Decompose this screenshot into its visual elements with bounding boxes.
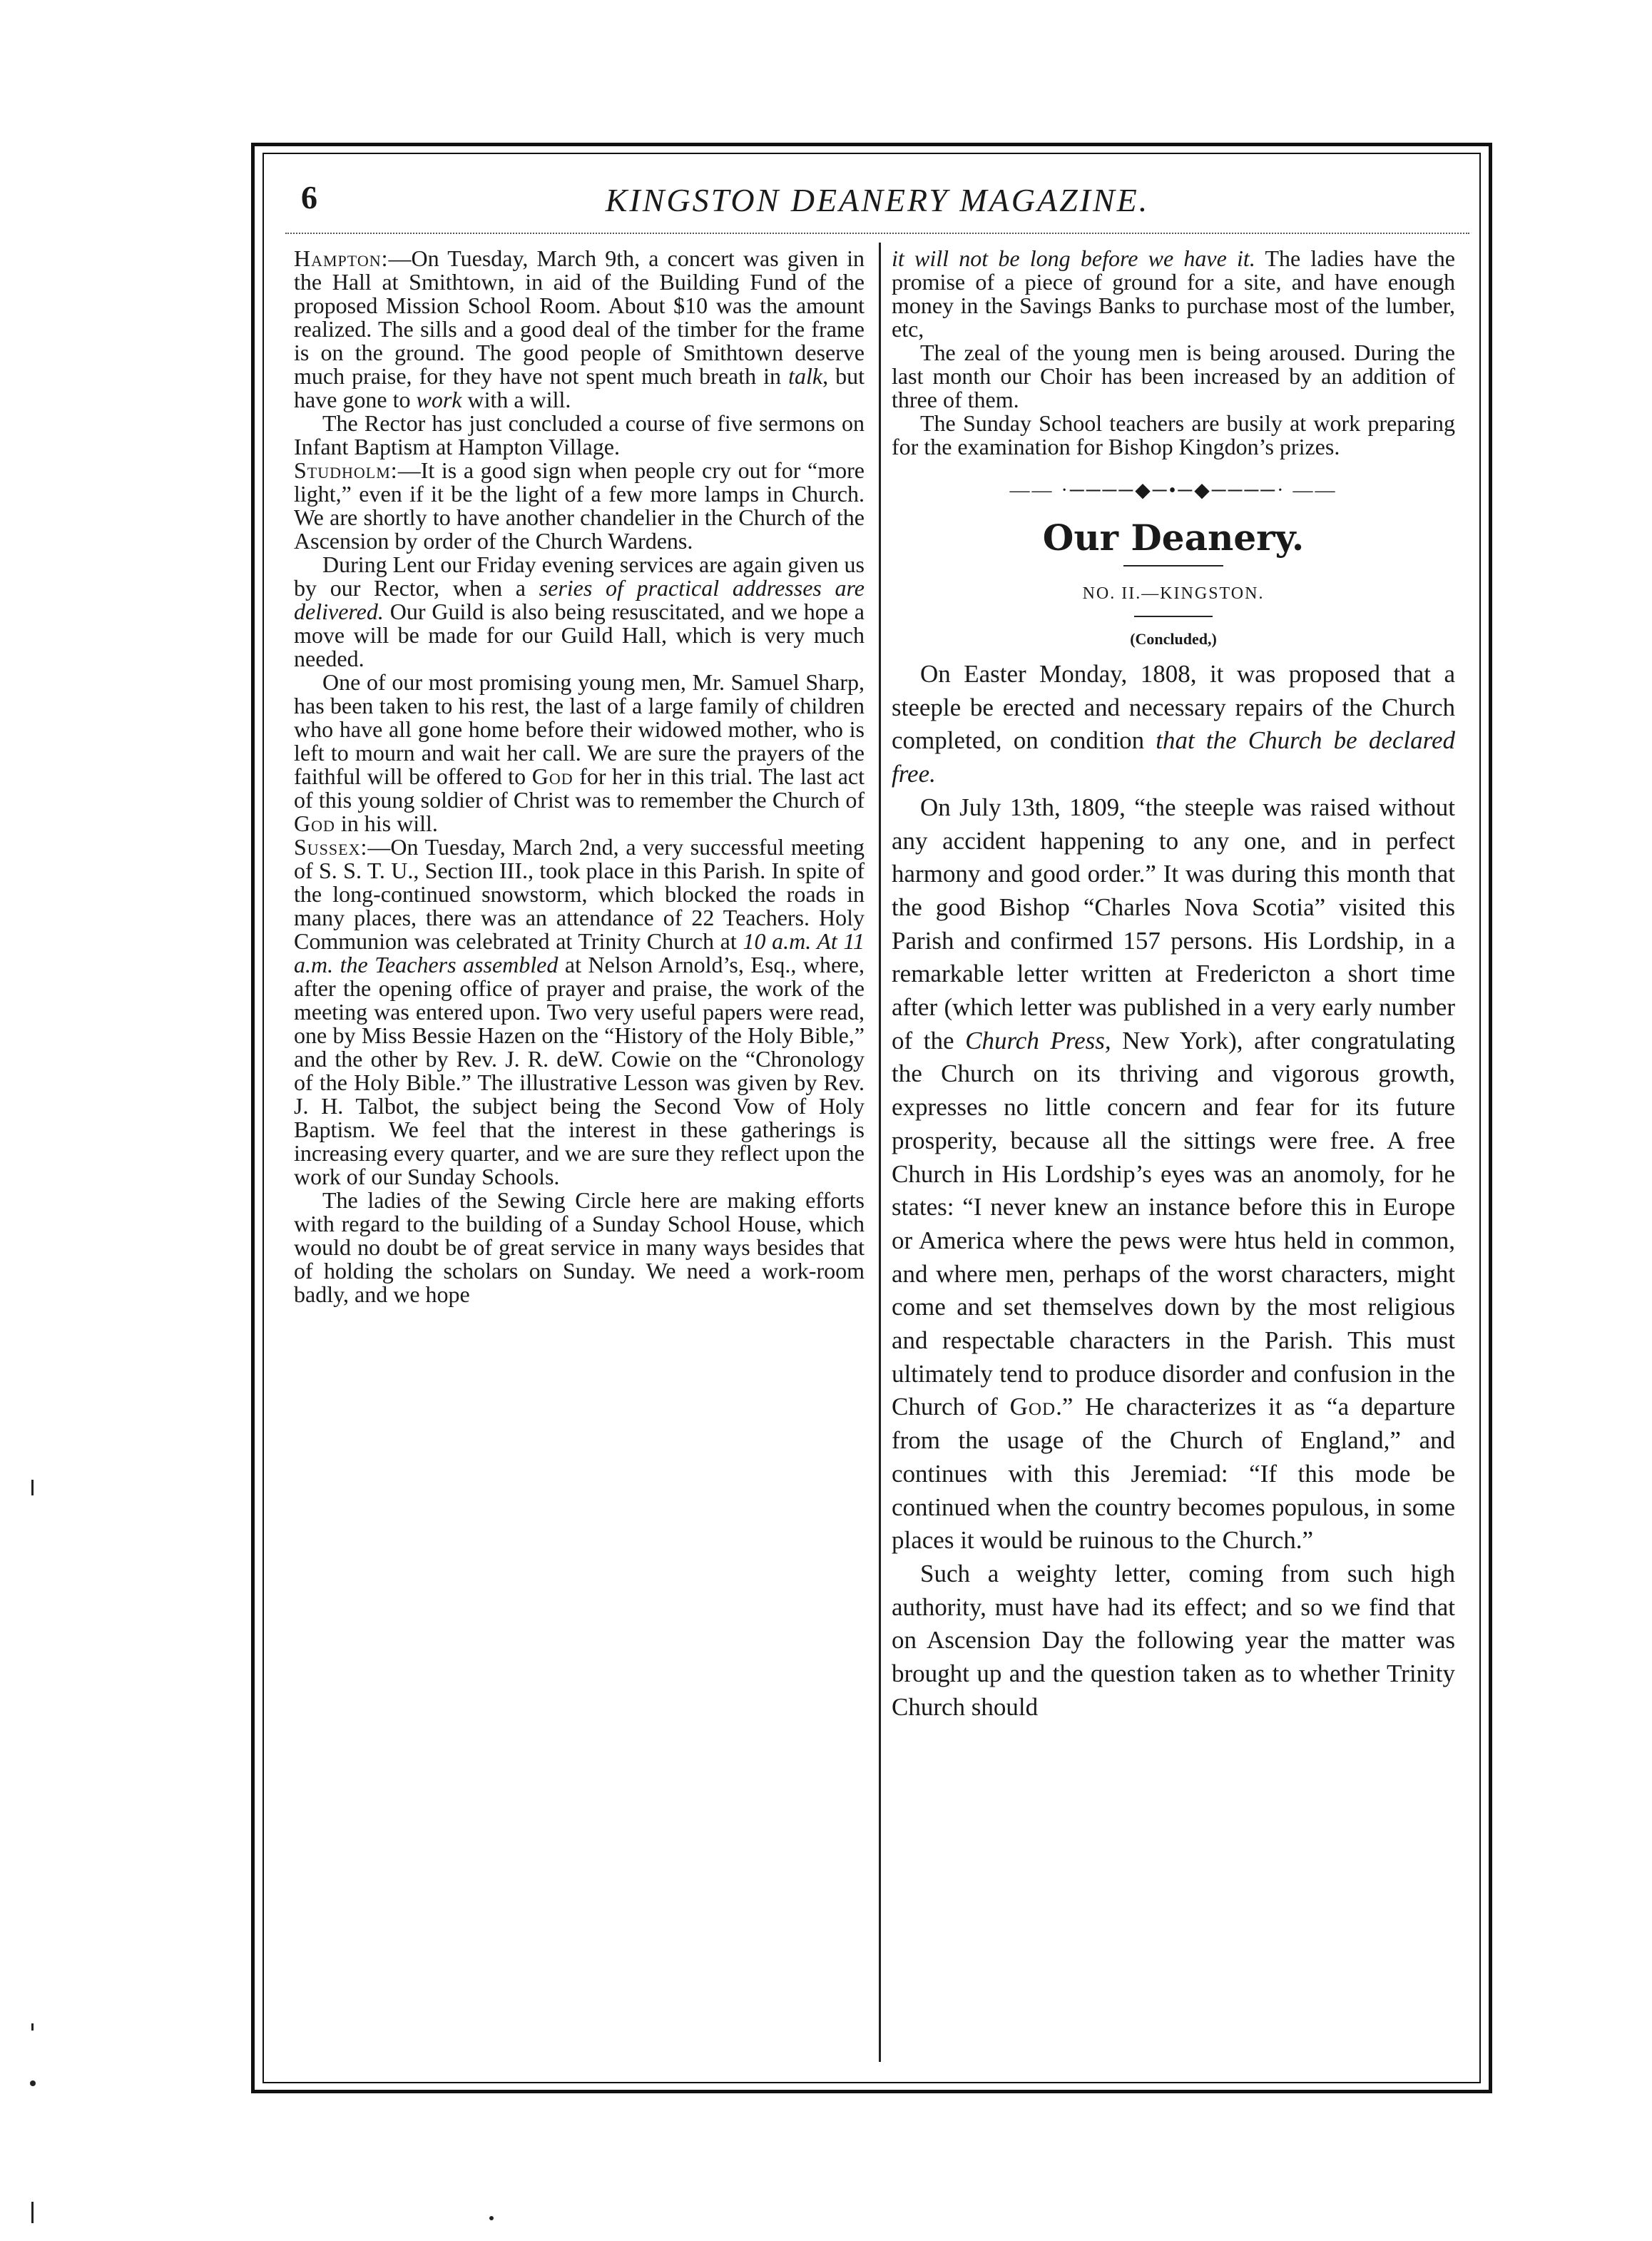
studholm-p2-text: During Lent our Friday evening services are again given us by our Rector, when a <box>294 552 865 601</box>
continued-paragraph <box>892 247 1455 341</box>
studholm-paragraph-2 <box>294 553 865 671</box>
july-paragraph <box>892 791 1455 1557</box>
easter-text: On Easter Monday, 1808, it was proposed that a steeple be erected and necessary repairs of the Church completed, on condition <box>892 660 1455 755</box>
easter-italic: that the Church be declared free. <box>892 726 1456 788</box>
page-header <box>285 178 1469 228</box>
subhead-rule <box>1134 616 1213 617</box>
sussex-text-end: at Nelson Arnold’s, Esq., where, after the opening office of prayer and praise, the work of the meeting was entered upon. Two very useful papers were read, one by Miss Bessie Hazen on the “History of the Holy Bible,” and the other by Rev. J. R. deW. Cowie on the “Chronology of the Holy Bible.” The illustrative Lesson was given by Rev. J. H. Talbot, the subject being the Second Vow of Holy Baptism. We feel that the interest in these gatherings is increasing every quarter, and we are sure they reflect upon the work of our Sunday Schools. <box>294 952 865 1189</box>
continued-italic: it will not be long before we have it. <box>892 245 1255 271</box>
section-subhead: NO. II.—KINGSTON. <box>1082 584 1265 603</box>
studholm-paragraph <box>294 459 865 553</box>
right-column <box>892 247 1455 1724</box>
studholm-p3-text-mid: for her in this trial. The last act of this young soldier of Christ was to remember the Church of <box>294 763 865 813</box>
continued-text: The ladies have the promise of a piece of ground for a site, and have enough money in the Savings Banks to purchase most of the lumber, etc, <box>892 245 1456 342</box>
title-rule <box>1123 565 1223 566</box>
studholm-text: —It is a good sign when people cry out for “more light,” even if it be the light of a few more lamps in Church. We are shortly to have another chandelier in the Church of the Ascension by order of the Church Wardens. <box>294 457 865 554</box>
sussex-text: —On Tuesday, March 2nd, a very successful meeting of S. S. T. U., Section III., took place in this Parish. In spite of the long-continued snowstorm, which blocked the roads in many places, there was an attendance of 22 Teachers. Holy Communion was celebrated at Trinity Church at <box>294 834 865 954</box>
sussex-italic: 10 a.m. At 11 a.m. the Teachers assembled <box>294 928 865 977</box>
ornamental-divider: —— ·────◆─•─◆────· —— <box>1009 479 1337 502</box>
page-number: 6 <box>301 179 317 215</box>
scan-speck <box>31 1480 34 1495</box>
july-text-end: .” He characterizes it as “a departure from the usage of the Church of England,” and continues with this Jeremiad: “If this mode be continued when the country becomes populous, in some places it would be ruinous to the Church.” <box>892 1393 1455 1555</box>
july-text-mid: New York), after congratulating the Church on its thriving and vigorous growth, expresses no little concern and fear for its future prosperity, because all the sittings were free. A free Church in His Lordship’s eyes was an anomoly, for he states: “I never knew an instance before this in Europe or America where the pews were htus held in common, and where men, perhaps of the worst characters, might come and set themselves down by the most religious and respectable characters in the Parish. This must ultimately tend to produce disorder and confusion in the Church of <box>892 1026 1455 1421</box>
studholm-p3-text: One of our most promising young men, Mr. Samuel Sharp, has been taken to his rest, the last of a large family of children who have all gone home before their widowed mother, who is left to mourn and wait her call. We are sure the prayers of the faithful will be offered to <box>294 669 865 789</box>
hampton-paragraph-2: The Rector has just concluded a course of five sermons on Infant Baptism at Hampton Village. <box>294 410 865 459</box>
scan-speck <box>30 2080 36 2086</box>
god-smallcaps: God <box>1009 1393 1056 1421</box>
sussex-heading: Sussex: <box>294 834 368 860</box>
talk-italic: talk <box>788 363 823 389</box>
sussex-paragraph-2: The ladies of the Sewing Circle here are making efforts with regard to the building of a Sunday School House, which would no doubt be of great service in many ways besides that of holding the scholars on Sunday. We need a work-room badly, and we hope <box>294 1187 865 1307</box>
god-smallcaps: God <box>294 810 335 836</box>
teachers-paragraph: The Sunday School teachers are busily at work preparing for the examination for Bishop Kingdon’s prizes. <box>892 410 1455 459</box>
studholm-p2-italic: series of practical addresses are delivered. <box>294 575 865 624</box>
scan-speck <box>489 2216 494 2220</box>
studholm-paragraph-3 <box>294 671 865 835</box>
ascension-paragraph: Such a weighty letter, coming from such high authority, must have had its effect; and so we find that on Ascension Day the following year the matter was brought up and the question taken as to whether Trinity Church should <box>892 1559 1455 1721</box>
july-text: On July 13th, 1809, “the steeple was raised without any accident happening to any one, and in perfect harmony and good order.” It was during this month that the good Bishop “Charles Nova Scotia” visited this Parish and confirmed 157 persons. His Lordship, in a remarkable letter written at Fredericton a short time after (which letter was published in a very early number of the <box>892 793 1455 1055</box>
studholm-heading: Studholm: <box>294 457 398 483</box>
choir-paragraph: The zeal of the young men is being aroused. During the last month our Choir has been increased by an addition of three of them. <box>892 340 1455 412</box>
easter-paragraph <box>892 658 1455 791</box>
header-rule <box>285 233 1469 234</box>
hampton-text-mid: , but have gone to <box>294 363 865 412</box>
concluded-note: (Concluded,) <box>1130 630 1217 648</box>
god-smallcaps: God <box>531 763 573 789</box>
studholm-p3-text-end: in his will. <box>335 810 438 836</box>
deanery-body <box>892 658 1455 1724</box>
church-press-italic: Church Press, <box>965 1026 1111 1055</box>
work-italic: work <box>416 387 462 412</box>
column-divider <box>879 243 881 2062</box>
hampton-paragraph <box>294 247 865 412</box>
hampton-text: —On Tuesday, March 9th, a concert was given in the Hall at Smithtown, in aid of the Building Fund of the proposed Mission School Room. About $10 was the amount realized. The sills and a good deal of the timber for the frame is on the ground. The good people of Smithtown deserve much praise, for they have not spent much breath in <box>294 245 865 389</box>
section-title: Our Deanery. <box>1042 517 1305 559</box>
studholm-p2-text-end: Our Guild is also being resuscitated, and we hope a move will be made for our Guild Hall, which is very much needed. <box>294 599 865 671</box>
magazine-title: KINGSTON DEANERY MAGAZINE. <box>605 182 1150 218</box>
scan-speck <box>31 2023 34 2031</box>
scan-speck <box>31 2202 34 2223</box>
hampton-text-end: with a will. <box>462 387 571 412</box>
left-column <box>294 247 865 1306</box>
sussex-paragraph <box>294 835 865 1189</box>
hampton-heading: Hampton: <box>294 245 389 271</box>
